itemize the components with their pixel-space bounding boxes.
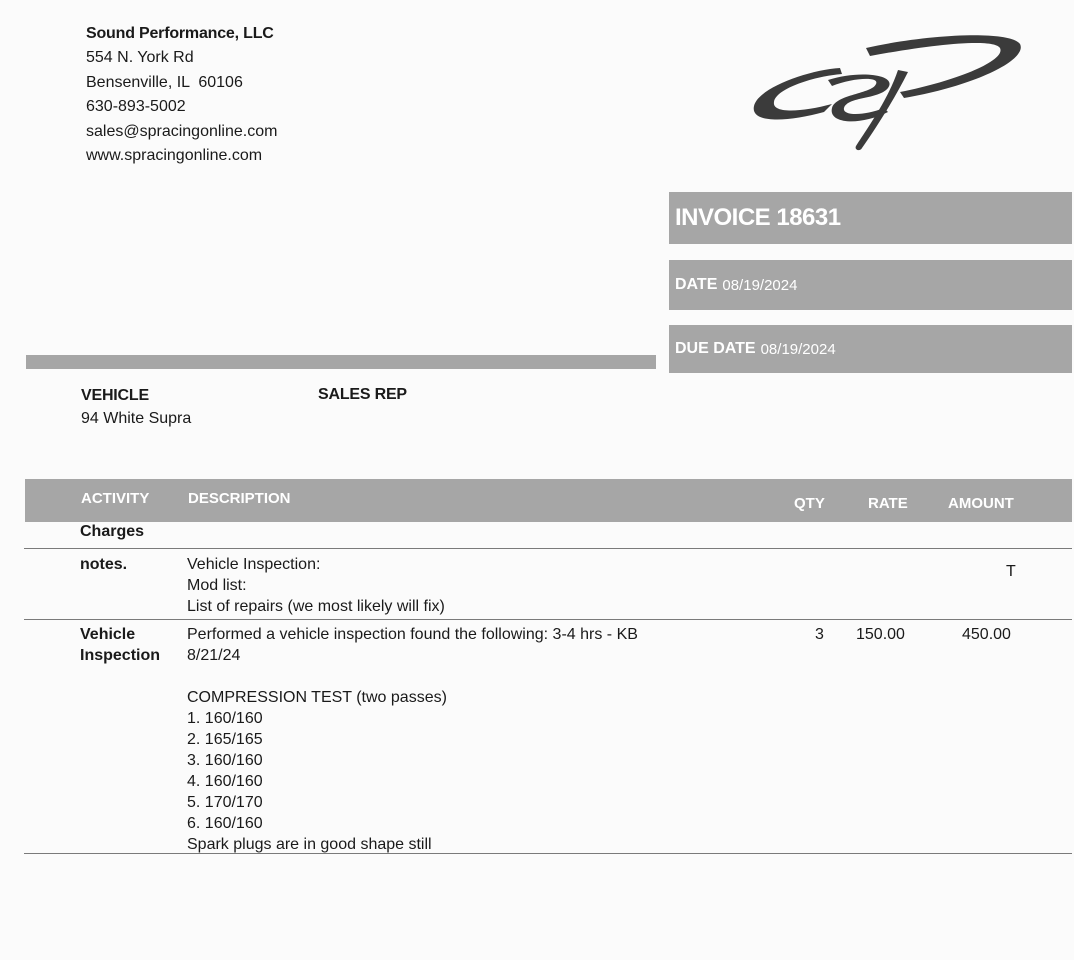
- activity-line: Vehicle: [80, 626, 136, 643]
- company-phone: 630-893-5002: [86, 98, 186, 116]
- description-line: 6. 160/160: [187, 815, 263, 832]
- date-value: 08/19/2024: [722, 276, 798, 294]
- header-qty: QTY: [794, 495, 825, 512]
- row-activity: notes.: [80, 556, 128, 573]
- header-amount: AMOUNT: [948, 495, 1014, 512]
- description-line: Spark plugs are in good shape still: [187, 836, 432, 853]
- sales-rep-block: [318, 386, 407, 404]
- due-date-bar: [669, 325, 1072, 373]
- invoice-title-bar: [669, 192, 1072, 244]
- invoice-date-bar: [669, 260, 1072, 310]
- due-date-label: DUE DATE: [675, 340, 756, 357]
- row-description: [187, 554, 747, 617]
- description-spacer: [187, 666, 747, 687]
- description-line: Performed a vehicle inspection found the following: 3-4 hrs - KB: [187, 626, 638, 643]
- description-line: 8/21/24: [187, 647, 241, 664]
- description-line: 1. 160/160: [187, 710, 263, 727]
- description-line: 4. 160/160: [187, 773, 263, 790]
- company-email: sales@spracingonline.com: [86, 122, 278, 140]
- activity-line: Inspection: [80, 647, 161, 664]
- vehicle-value: 94 White Supra: [81, 410, 192, 427]
- row-divider: [24, 548, 1072, 549]
- description-line: COMPRESSION TEST (two passes): [187, 689, 447, 706]
- row-rate: 150.00: [856, 626, 905, 643]
- company-address-line2: Bensenville, IL 60106: [86, 73, 243, 91]
- due-date-value: 08/19/2024: [760, 340, 836, 358]
- description-line: Vehicle Inspection:: [187, 556, 321, 573]
- sp-logo-icon: [748, 30, 1028, 155]
- table-header: [25, 479, 1072, 522]
- company-name: Sound Performance, LLC: [86, 25, 274, 42]
- header-activity: ACTIVITY: [81, 490, 150, 507]
- row-activity: [80, 624, 180, 666]
- company-info: [86, 22, 277, 168]
- row-tax-flag: T: [1006, 563, 1016, 580]
- divider-bar: [26, 355, 656, 369]
- row-description: [187, 624, 747, 855]
- description-line: 5. 170/170: [187, 794, 263, 811]
- company-website: www.spracingonline.com: [86, 147, 263, 165]
- description-line: Mod list:: [187, 577, 247, 594]
- company-address-line1: 554 N. York Rd: [86, 49, 194, 67]
- description-line: List of repairs (we most likely will fix): [187, 598, 445, 615]
- row-divider: [24, 619, 1072, 620]
- section-charges: Charges: [80, 523, 145, 540]
- invoice-title: INVOICE 18631: [675, 204, 841, 231]
- description-line: 2. 165/165: [187, 731, 263, 748]
- vehicle-block: [81, 384, 191, 430]
- description-line: 3. 160/160: [187, 752, 263, 769]
- header-rate: RATE: [868, 495, 908, 512]
- vehicle-label: VEHICLE: [81, 387, 149, 404]
- row-divider: [24, 853, 1072, 854]
- row-qty: 3: [815, 626, 824, 643]
- date-label: DATE: [675, 276, 718, 293]
- header-description: DESCRIPTION: [188, 490, 291, 507]
- sales-rep-label: SALES REP: [318, 386, 407, 403]
- row-amount: 450.00: [962, 626, 1011, 643]
